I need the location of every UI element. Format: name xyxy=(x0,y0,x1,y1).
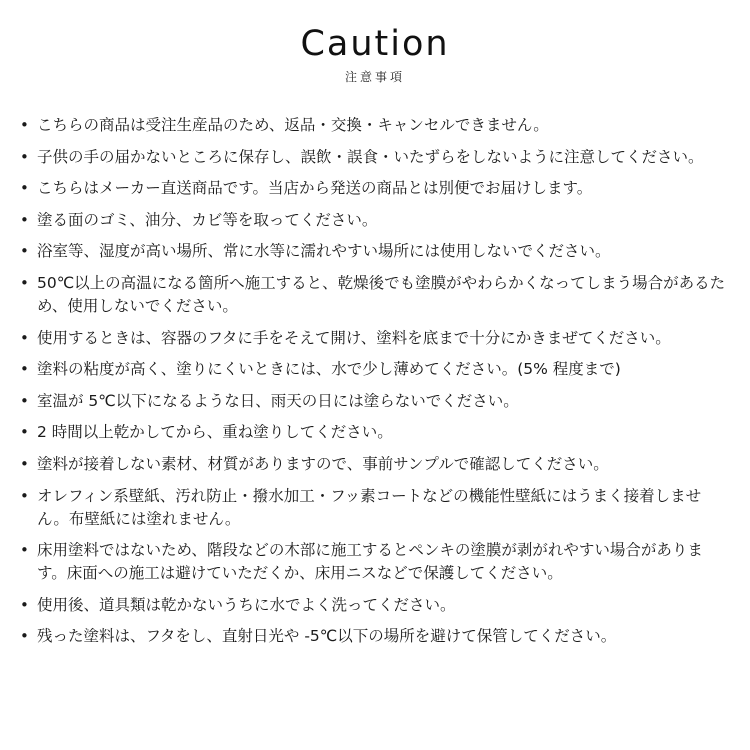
list-item-text: 残った塗料は、フタをし、直射日光や -5℃以下の場所を避けて保管してください。 xyxy=(37,627,617,646)
bullet-icon: • xyxy=(20,454,29,473)
list-item xyxy=(20,421,732,444)
list-item xyxy=(20,485,732,531)
bullet-icon: • xyxy=(20,595,29,614)
bullet-icon: • xyxy=(20,179,29,198)
bullet-icon: • xyxy=(20,242,29,261)
bullet-icon: • xyxy=(20,627,29,646)
list-item-text: こちらの商品は受注生産品のため、返品・交換・キャンセルできません。 xyxy=(37,116,549,134)
list-item xyxy=(20,240,732,263)
list-item-text: オレフィン系壁紙、汚れ防止・撥水加工・フッ素コートなどの機能性壁紙にはうまく接着しません。布壁紙には塗れません。 xyxy=(37,486,702,528)
list-item-text: 塗料が接着しない素材、材質がありますので、事前サンプルで確認してください。 xyxy=(37,454,609,473)
list-item-text: 使用するときは、容器のフタに手をそえて開け、塗料を底まで十分にかきまぜてください。 xyxy=(37,328,671,347)
list-item-text: 室温が 5℃以下になるような日、雨天の日には塗らないでください。 xyxy=(37,391,519,410)
bullet-icon: • xyxy=(20,147,29,166)
list-item xyxy=(20,177,732,200)
list-item xyxy=(20,114,732,137)
list-item-text: 50℃以上の高温になる箇所へ施工すると、乾燥後でも塗膜がやわらかくなってしまう場合があるため、使用しないでください。 xyxy=(37,273,726,315)
caution-list xyxy=(20,114,732,657)
bullet-icon: • xyxy=(20,486,29,505)
bullet-icon: • xyxy=(20,360,29,379)
list-item-text: 床用塗料ではないため、階段などの木部に施工するとペンキの塗膜が剥がれやすい場合があります。床面への施工は避けていただくか、床用ニスなどで保護してください。 xyxy=(37,541,703,583)
bullet-icon: • xyxy=(20,210,29,229)
bullet-icon: • xyxy=(20,116,29,134)
list-item xyxy=(20,146,732,169)
list-item xyxy=(20,209,732,232)
list-item-text: 使用後、道具類は乾かないうちに水でよく洗ってください。 xyxy=(37,595,456,614)
bullet-icon: • xyxy=(20,541,29,560)
header xyxy=(0,22,750,86)
list-item-text: 2 時間以上乾かしてから、重ね塗りしてください。 xyxy=(37,423,393,442)
bullet-icon: • xyxy=(20,391,29,410)
bullet-icon: • xyxy=(20,423,29,442)
bullet-icon: • xyxy=(20,328,29,347)
list-item-text: こちらはメーカー直送商品です。当店から発送の商品とは別便でお届けします。 xyxy=(37,179,593,198)
page-title: Caution xyxy=(300,24,450,64)
list-item-text: 塗る面のゴミ、油分、カビ等を取ってください。 xyxy=(37,210,378,229)
bullet-icon: • xyxy=(20,273,29,292)
list-item xyxy=(20,453,732,476)
list-item xyxy=(20,625,732,648)
page-subtitle: 注意事項 xyxy=(344,70,405,84)
list-item xyxy=(20,594,732,617)
list-item-text: 子供の手の届かないところに保存し、誤飲・誤食・いたずらをしないように注意してください。 xyxy=(37,147,704,166)
list-item xyxy=(20,327,732,350)
list-item xyxy=(20,358,732,381)
list-item-text: 塗料の粘度が高く、塗りにくいときには、水で少し薄めてください。(5% 程度まで) xyxy=(37,360,621,379)
list-item xyxy=(20,390,732,413)
list-item xyxy=(20,539,732,585)
list-item-text: 浴室等、湿度が高い場所、常に水等に濡れやすい場所には使用しないでください。 xyxy=(37,242,611,261)
list-item xyxy=(20,272,732,318)
